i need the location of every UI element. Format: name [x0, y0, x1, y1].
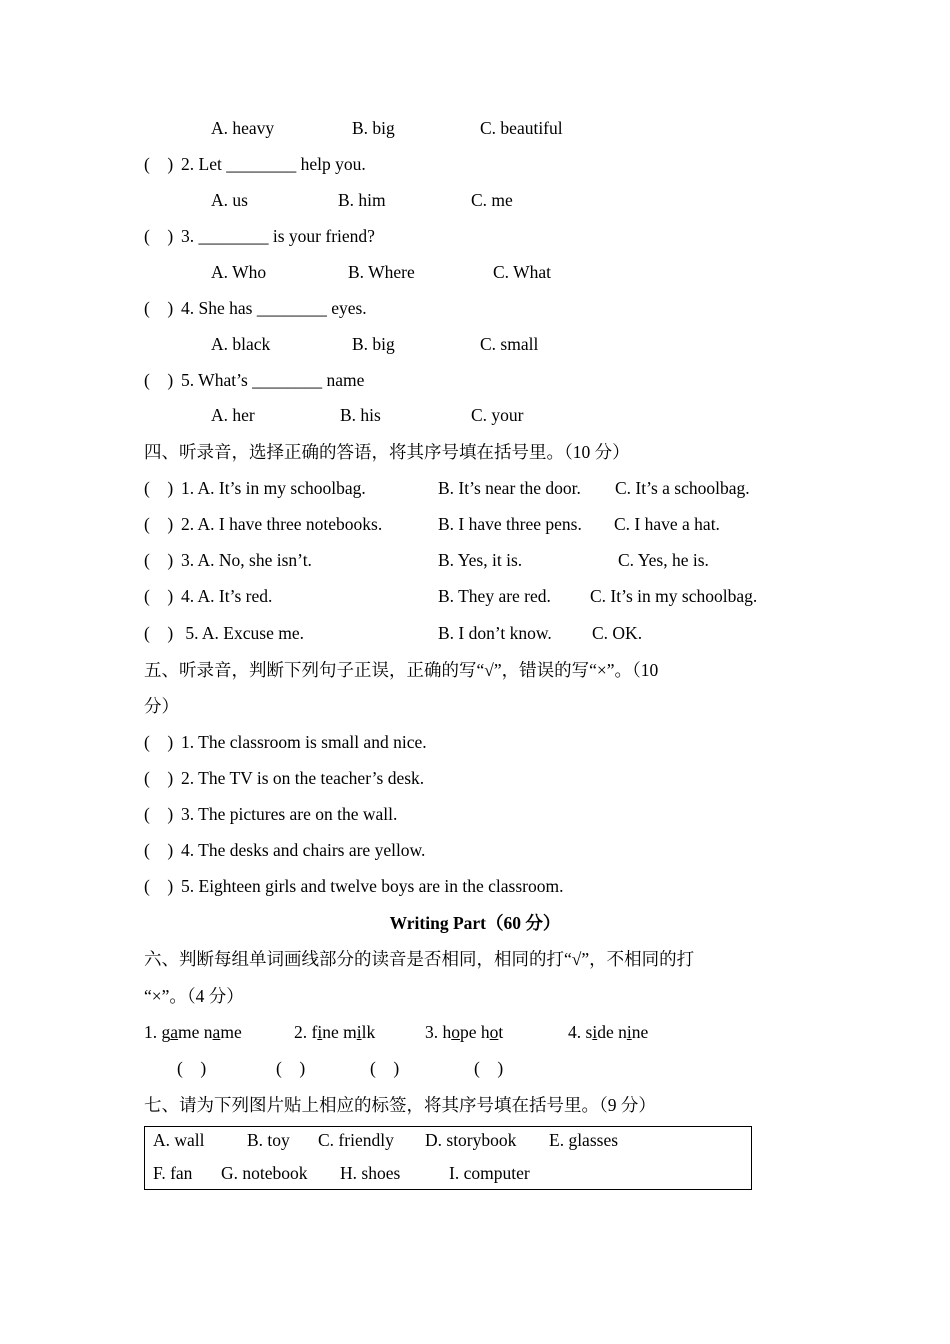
answer-paren[interactable]: ( ): [144, 623, 174, 643]
option-b: B. I don’t know.: [438, 623, 552, 643]
statement: 1. The classroom is small and nice.: [181, 732, 427, 752]
label-option: G. notebook: [221, 1163, 308, 1183]
answer-paren[interactable]: ( ): [144, 226, 174, 246]
word-group: 3. hope hot: [425, 1022, 504, 1042]
underlined-letter: o: [489, 1022, 499, 1042]
option: A. black: [211, 334, 271, 354]
option: A. us: [211, 190, 248, 210]
answer-paren[interactable]: ( ): [177, 1058, 207, 1078]
option-a: 2. A. I have three notebooks.: [181, 514, 383, 534]
label-option: D. storybook: [425, 1130, 517, 1150]
label-option: I. computer: [449, 1163, 530, 1183]
option: C. What: [493, 262, 552, 282]
underlined-letter: i: [356, 1022, 362, 1042]
option: C. your: [471, 405, 524, 425]
answer-paren[interactable]: ( ): [370, 1058, 400, 1078]
section-4-heading: 四、听录音，选择正确的答语，将其序号填在括号里。（10 分）: [144, 442, 630, 462]
label-option: B. toy: [247, 1130, 290, 1150]
answer-paren[interactable]: ( ): [144, 550, 174, 570]
word-group: 4. side nine: [568, 1022, 649, 1042]
option-b: B. Yes, it is.: [438, 550, 523, 570]
option: C. me: [471, 190, 513, 210]
option: A. her: [211, 405, 255, 425]
answer-paren[interactable]: ( ): [144, 586, 174, 606]
option: A. Who: [211, 262, 267, 282]
answer-paren[interactable]: ( ): [144, 478, 174, 498]
underlined-letter: i: [626, 1022, 632, 1042]
answer-paren[interactable]: ( ): [144, 154, 174, 174]
answer-paren[interactable]: ( ): [144, 804, 174, 824]
underlined-letter: i: [317, 1022, 323, 1042]
section-6-heading: 六、判断每组单词画线部分的读音是否相同，相同的打“√”，不相同的打: [144, 949, 695, 969]
underlined-letter: o: [451, 1022, 460, 1042]
option-c: C. Yes, he is.: [618, 550, 709, 570]
answer-paren[interactable]: ( ): [276, 1058, 306, 1078]
writing-part-title: Writing Part（60 分）: [389, 913, 561, 933]
label-option: A. wall: [153, 1130, 205, 1150]
question-stem: 2. Let ________ help you.: [181, 154, 366, 174]
option-c: C. I have a hat.: [614, 514, 720, 534]
underlined-letter: a: [212, 1022, 221, 1042]
label-option: C. friendly: [318, 1130, 394, 1150]
option: C. small: [480, 334, 539, 354]
section-5-heading: 五、听录音，判断下列句子正误，正确的写“√”，错误的写“×”。（10: [144, 660, 659, 680]
word-group: 2. fine milk: [294, 1022, 376, 1042]
answer-paren[interactable]: ( ): [474, 1058, 504, 1078]
answer-paren[interactable]: ( ): [144, 514, 174, 534]
section-7-heading: 七、请为下列图片贴上相应的标签，将其序号填在括号里。（9 分）: [144, 1095, 656, 1115]
option: A. heavy: [211, 118, 275, 138]
option: B. big: [352, 334, 395, 354]
label-option: F. fan: [153, 1163, 193, 1183]
option: B. him: [338, 190, 386, 210]
label-option: H. shoes: [340, 1163, 401, 1183]
question-stem: 4. She has ________ eyes.: [181, 298, 367, 318]
word-group: 1. game name: [144, 1022, 242, 1042]
question-stem: 5. What’s ________ name: [181, 370, 365, 390]
answer-paren[interactable]: ( ): [144, 732, 174, 752]
statement: 2. The TV is on the teacher’s desk.: [181, 768, 425, 788]
answer-paren[interactable]: ( ): [144, 840, 174, 860]
option: B. big: [352, 118, 395, 138]
option-a: 1. A. It’s in my schoolbag.: [181, 478, 366, 498]
option-b: B. It’s near the door.: [438, 478, 581, 498]
option-a: 4. A. It’s red.: [181, 586, 273, 606]
underlined-letter: a: [170, 1022, 179, 1042]
statement: 5. Eighteen girls and twelve boys are in the classroom.: [181, 876, 564, 896]
section-6-heading-cont: “×”。（4 分）: [144, 986, 244, 1006]
statement: 3. The pictures are on the wall.: [181, 804, 398, 824]
answer-paren[interactable]: ( ): [144, 370, 174, 390]
answer-paren[interactable]: ( ): [144, 876, 174, 896]
statement: 4. The desks and chairs are yellow.: [181, 840, 426, 860]
option-c: C. It’s in my schoolbag.: [590, 586, 758, 606]
option: B. Where: [348, 262, 415, 282]
label-option: E. glasses: [549, 1130, 619, 1150]
option-c: C. It’s a schoolbag.: [615, 478, 750, 498]
option-a: 5. A. Excuse me.: [181, 623, 304, 643]
option-c: C. OK.: [592, 623, 643, 643]
option-b: B. They are red.: [438, 586, 551, 606]
option-a: 3. A. No, she isn’t.: [181, 550, 312, 570]
answer-paren[interactable]: ( ): [144, 768, 174, 788]
underlined-letter: i: [592, 1022, 598, 1042]
option-b: B. I have three pens.: [438, 514, 582, 534]
option: B. his: [340, 405, 381, 425]
question-stem: 3. ________ is your friend?: [181, 226, 375, 246]
section-5-heading-cont: 分）: [144, 696, 179, 716]
answer-paren[interactable]: ( ): [144, 298, 174, 318]
option: C. beautiful: [480, 118, 563, 138]
